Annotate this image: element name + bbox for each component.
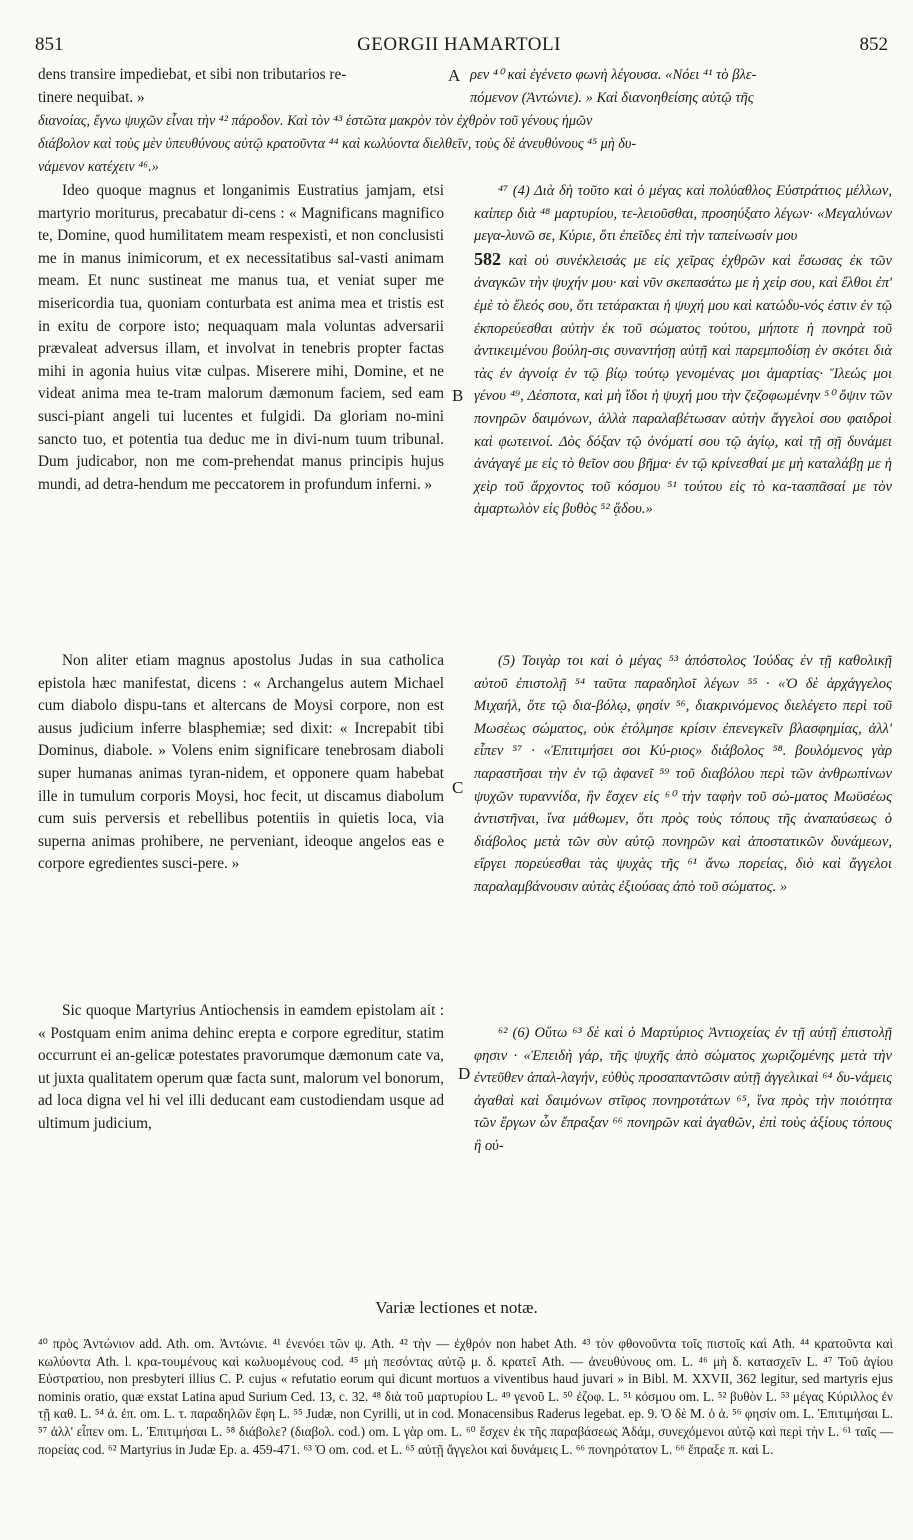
page-number-left: 851: [35, 34, 64, 55]
migne-column-number: 582: [474, 248, 501, 269]
page-number-right: 852: [859, 34, 888, 55]
running-head: GEORGII HAMARTOLI: [357, 34, 561, 55]
greek-line: διάβολον καὶ τοὺς μὲν ὑπευθύνους αὐτῷ κρατοῦντα ⁴⁴ καὶ κωλύοντα διελθεῖν, τοὺς δὲ ἀνευθύνους ⁴⁵ μὴ δυ-: [38, 136, 637, 152]
latin-text: Sic quoque Martyrius Antiochensis in eamdem epistolam ait : « Postquam enim anima dehinc erepta e corpore egreditur, statim occurrunt ei an-gelicæ potestates pravorumque dæmonum cate va, ut juxta qualitatem operum quæ facta sunt, malorum vel bonorum, ad loca digna vel hi vel illi deducant eam custodiendam usque ad ultimum judicium,: [38, 1002, 444, 1132]
greek-text: ⁴⁷ (4) Διὰ δὴ τοῦτο καὶ ὁ μέγας καὶ πολύαθλος Εὐστράτιος μέλλων, καίπερ διὰ ⁴⁸ μαρτυρίου, τε-λειοῦσθαι, προσηύξατο λέγων· «Μεγαλύνων μεγα-λυνῶ σε, Κύριε, ὅτι ἐπεῖδες ἐπὶ τὴν ταπείνωσίν μου: [474, 183, 892, 245]
margin-letter-c: C: [452, 778, 464, 797]
latin-paragraph-1: [38, 180, 444, 496]
latin-text: Ideo quoque magnus et longanimis Eustratius jamjam, etsi martyrio moriturus, precabatur di-cens : « Magnificans magnifico te, Domine, quod humilitatem meam respexisti, et non conclusisti me in manus inimicorum, et ex necessitatibus sal-vasti animam meam. Et nunc sustineat me manus tua, et veniat super me misericordia tua, quoniam conturbata est anima mea et tristis est in exitu de corpore isto; nequaquam mala voluntas adversarii prævaleat adversus illam, et involvat in tenebris propter factas mihi in agonia huius vitæ culpas. Miserere mihi, Domine, et ne videat anima mea te-tram malorum dæmonum faciem, sed eam susci-piant angeli tui lucentes et fulgidi. Da gloriam no-mini sancto tuo, et potentia tua deduc me in divi-num tuum tribunal. Dum judicabor, non me com-prehendat manus principis hujus mundi, ad detra-hendum me peccatorem in profundum inferni. »: [38, 182, 444, 493]
greek-text-continued: [474, 248, 892, 521]
greek-text: (5) Τοιγὰρ τοι καὶ ὁ μέγας ⁵³ ἀπόστολος Ἰούδας ἐν τῇ καθολικῇ αὐτοῦ ἐπιστολῇ ⁵⁴ ταῦτα παραδηλοῖ λέγων ⁵⁵ · «Ὁ δὲ ἀρχάγγελος Μιχαήλ, ὅτε τῷ δια-βόλῳ, φησίν ⁵⁶, διακρινόμενος διελέγετο περὶ τοῦ Μωσέως σώματος, οὐκ ἐτόλμησε κρίσιν ἐπενεγκεῖν βλασφημίας, ἀλλ' εἶπεν ⁵⁷ · «Ἐπιτιμήσει σοι Κύ-ριος» διάβολος ⁵⁸. βουλόμενος γὰρ παραστῆσαι τὴν ἐν τῷ ἀφανεῖ ⁵⁹ τοῦ διαβόλου περὶ τῶν ἀνθρωπίνων ψυχῶν τυραννίδα, ἣν ἔσχεν εἰς ⁶⁰ τὴν ταφὴν τοῦ σώ-ματος Μωϋσέως ἀντιστῆναι, ἵνα μάθωμεν, ὅτι πρὸς τοὺς τόπους τῆς ἀναπαύσεως ὁ διάβολος μετὰ τῶν σὺν αὐτῷ πονηρῶν καὶ ἀποστατικῶν δυνάμεων, εἴργει πορεύεσθαι τὰς ψυχὰς τῆς ⁶¹ ἄνω πορείας, διὸ καὶ ἄγγελοι παραλαμβάνουσιν αὐτὰς ἐξιούσας ἀπὸ τοῦ σώματος. »: [474, 653, 892, 895]
full-width-greek: [38, 110, 893, 179]
notes-text: ⁴⁰ πρὸς Ἀντώνιον add. Ath. om. Ἀντώνιε. ⁴¹ ἐνενόει τῶν ψ. Ath. ⁴² τὴν — ἐχθρόν non habet Ath. ⁴³ τὸν φθονοῦντα τοῖς πιστοῖς καὶ Ath. ⁴⁴ κρατοῦντα καὶ κωλύοντα Ath. l. κρα-τουμένους καὶ κωλυομένους cod. ⁴⁵ μὴ πεσόντας αὐτῷ μ. δ. κρατεῖ Ath. — ἀνευθύνους om. L. ⁴⁶ μὴ δ. κατασχεῖν L. ⁴⁷ Τοῦ ἁγίου Εὐστρατίου, non presbyteri illius C. P. cujus « refutatio eorum qui dicunt mortuos a viventibus haud juvari » in Bibl. M. XXVII, 362 legitur, sed martyris ejus nominis oratio, quæ exstat Latina apud Surium Ced. 13, c. 32. ⁴⁸ διὰ τοῦ μαρτυρίου L. ⁴⁹ γενοῦ L. ⁵⁰ ἐζοφ. L. ⁵¹ κόσμου om. L. ⁵² βυθὸν L. ⁵³ μέγας Κύριλλος ἐν τῇ καθ. L. ⁵⁴ ἀ. ἐπ. om. L. τ. παραδηλῶν ἔφη L. ⁵⁵ Judæ, non Cyrilli, ut in cod. Monacensibus Raderus legebat. ep. 9. Ὁ δὲ Μ. ὁ ἀ. ⁵⁶ φησίν om. L. Ἐπιτιμήσαι L. ⁵⁷ ἀλλ' εἶπεν om. L. Ἐπιτιμήσαι L. ⁵⁸ διάβολε? (διαβολ. cod.) om. L γὰρ om. L. ⁶⁰ ἔσχεν ἐκ τῆς παραβάσεως Ἀδάμ, συνεχόμενοι αὐτῷ καὶ περὶ τὴν L. ⁶¹ ταῖς — πορείας cod. ⁶² Martyrius in Judæ Ep. a. 459-471. ⁶³ Ὁ om. cod. et L. ⁶⁵ αὐτῇ ἄγγελοι καὶ δυνάμεις L. ⁶⁶ πονηρότατον L. ⁶⁶ ἔπραξε π. καὶ L.: [38, 1336, 893, 1457]
greek-line: διανοίας, ἔγνω ψυχῶν εἶναι τὴν ⁴² πάροδον. Καὶ τὸν ⁴³ ἑστῶτα μακρὸν τὸν ἐχθρὸν τοῦ γένους ἡμῶν: [38, 113, 593, 129]
margin-letter-a: A: [448, 66, 461, 85]
margin-letter-b: B: [452, 386, 464, 405]
greek-line: πόμενον (Ἀντώνιε). » Καὶ διανοηθείσης αὐτῷ τῆς: [470, 89, 754, 106]
variant-readings-notes: [38, 1335, 893, 1458]
greek-paragraph-4: [474, 180, 892, 521]
top-greek-lines: [470, 64, 892, 109]
top-latin-lines: [38, 64, 444, 109]
greek-line: νάμενον κατέχειν ⁴⁶.»: [38, 159, 159, 175]
greek-text: καὶ οὐ συνέκλεισάς με εἰς χεῖρας ἐχθρῶν καὶ ἔσωσας ἐκ τῶν ἀναγκῶν τὴν ψυχήν μου· καὶ νῦν σκεπασάτω με ἡ χείρ σου, καὶ ἔλθοι ἐπ' ἐμὲ τὸ ἔλεός σου, ὅτι τετάρακται ἡ ψυχή μου καὶ κατώδυ-νός ἐστιν ἐν τῷ ἐκπορεύεσθαι αὐτὴν ἐκ τοῦ σώματος τούτου, μήποτε ἡ πονηρὰ τοῦ ἀντικειμένου βούλη-σις συναντήσῃ αὐτῇ καὶ παρεμποδίσῃ ἐν σκότει διὰ τὰς ἐν ἀγνοίᾳ ἐν τῷ βίῳ τούτῳ γενομένας μοι ἁμαρτίας· Ἵλεώς μοι γένου ⁴⁹, Δέσποτα, καὶ μὴ ἴδοι ἡ ψυχή μου τὴν ζεζοφωμένην ⁵⁰ ὄψιν τῶν πονηρῶν δαιμόνων, ἀλλὰ παραλαβέτωσαν αὐτὴν ἄγγελοί σου φαιδροὶ καὶ φωτεινοί. Δὸς δόξαν τῷ ὀνόματί σου τῷ ἁγίῳ, καὶ τῇ σῇ δυνάμει ἀνάγαγέ με εἰς τὸ θεῖον σου βῆμα· ἐν τῷ κρίνεσθαί με μὴ καταλάβῃ με ἡ χεὶρ τοῦ ἄρχοντος τοῦ κόσμου ⁵¹ τούτου εἰς τὸ κα-τασπᾶσαί με τὸν ἁμαρτωλὸν εἰς βυθὸς ⁵² ᾅδου.»: [474, 252, 893, 518]
latin-paragraph-3: [38, 1000, 444, 1136]
latin-line: dens transire impediebat, et sibi non tributarios re-: [38, 66, 347, 83]
latin-line: tinere nequibat. »: [38, 88, 145, 106]
greek-paragraph-6: [474, 1022, 892, 1158]
greek-text: ⁶² (6) Οὕτω ⁶³ δὲ καὶ ὁ Μαρτύριος Ἀντιοχείας ἐν τῇ αὐτῇ ἐπιστολῇ φησιν · «Ἐπειδὴ γάρ, τῆς ψυχῆς ἀπὸ σώματος χωριζομένης μετὰ τὴν ἐντεῦθεν ἀπαλ-λαγήν, εὐθὺς προσαπαντῶσιν αὐτῇ ἀγγελικαὶ ⁶⁴ δυ-νάμεις ἀγαθαὶ καὶ δαιμόνων στῖφος πονηροτάτων ⁶⁵, ἵνα πρὸς τὴν ποιότητα τῶν ἔργων ὧν ἔπραξαν ⁶⁶ πονηρῶν καὶ ἀγαθῶν, ἐπὶ τοὺς ἀξίους τόπους ἢ οὐ-: [474, 1025, 892, 1154]
latin-text: Non aliter etiam magnus apostolus Judas in sua catholica epistola hæc manifestat, dicens : « Archangelus autem Michael cum diabolo dispu-tans et altercans de Moysi corpore, non est ausus judicium inferre blasphemiæ; sed dixit: « Increpabit tibi Dominus, diabole. » Volens enim significare tenebrosam diaboli super humanas animas tyran-nidem, et opponere quam habebat ille in tumulum corporis Moysi, hoc fecit, ut discamus diabolum cum suis perversis et rebellibus potentiis in quietis loca, via superna animas prohibere, ne perveniant, ideoque angelos eas e corpore egredientes susci-pere. »: [38, 652, 444, 873]
notes-title: Variæ lectiones et notæ.: [375, 1298, 538, 1317]
latin-paragraph-2: [38, 650, 444, 876]
margin-letter-d: D: [458, 1064, 471, 1083]
greek-paragraph-5: [474, 650, 892, 899]
page-header: [30, 34, 888, 60]
greek-line: ρεν ⁴⁰ καὶ ἐγένετο φωνὴ λέγουσα. «Νόει ⁴¹ τὸ βλε-: [470, 67, 757, 83]
